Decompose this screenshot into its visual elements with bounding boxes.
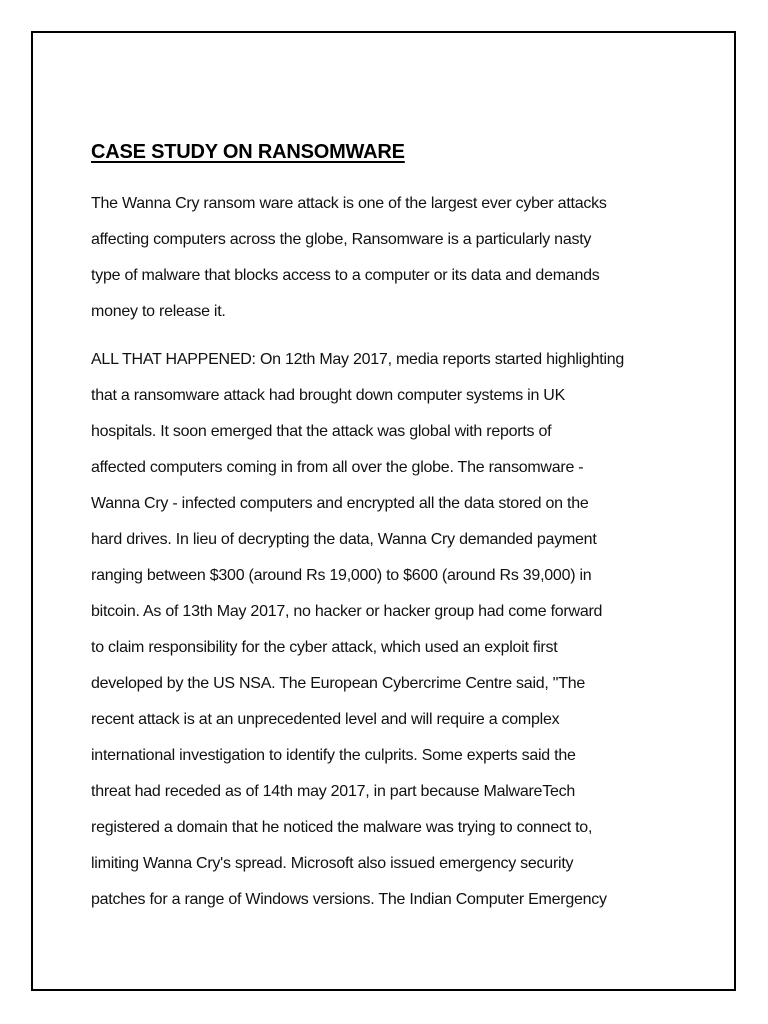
text-line: Wanna Cry - infected computers and encrypted all the data stored on the [91, 495, 589, 512]
text-line: developed by the US NSA. The European Cybercrime Centre said, "The [91, 675, 586, 692]
text-line: to claim responsibility for the cyber attack, which used an exploit first [91, 639, 558, 656]
text-line: ranging between $300 (around Rs 19,000) to $600 (around Rs 39,000) in [91, 567, 592, 584]
text-line: The Wanna Cry ransom ware attack is one of the largest ever cyber attacks [91, 195, 607, 212]
paragraph-all-that-happened [91, 342, 691, 918]
text-line: recent attack is at an unprecedented level and will require a complex [91, 711, 560, 728]
text-line: bitcoin. As of 13th May 2017, no hacker or hacker group had come forward [91, 603, 603, 620]
text-line: hospitals. It soon emerged that the attack was global with reports of [91, 423, 552, 440]
document-page [31, 31, 736, 991]
text-line: international investigation to identify the culprits. Some experts said the [91, 747, 576, 764]
text-line: threat had receded as of 14th may 2017, in part because MalwareTech [91, 783, 575, 800]
text-line: ALL THAT HAPPENED: On 12th May 2017, media reports started highlighting [91, 351, 625, 368]
document-title: CASE STUDY ON RANSOMWARE [91, 141, 405, 163]
text-line: type of malware that blocks access to a computer or its data and demands [91, 267, 600, 284]
text-line: affecting computers across the globe, Ransomware is a particularly nasty [91, 231, 592, 248]
text-line: registered a domain that he noticed the malware was trying to connect to, [91, 819, 593, 836]
text-line: affected computers coming in from all over the globe. The ransomware - [91, 459, 584, 476]
paragraph-intro [91, 186, 691, 330]
text-line: patches for a range of Windows versions. The Indian Computer Emergency [91, 891, 607, 908]
text-line: that a ransomware attack had brought down computer systems in UK [91, 387, 566, 404]
text-line: hard drives. In lieu of decrypting the data, Wanna Cry demanded payment [91, 531, 597, 548]
text-line: money to release it. [91, 303, 226, 320]
text-line: limiting Wanna Cry's spread. Microsoft also issued emergency security [91, 855, 574, 872]
